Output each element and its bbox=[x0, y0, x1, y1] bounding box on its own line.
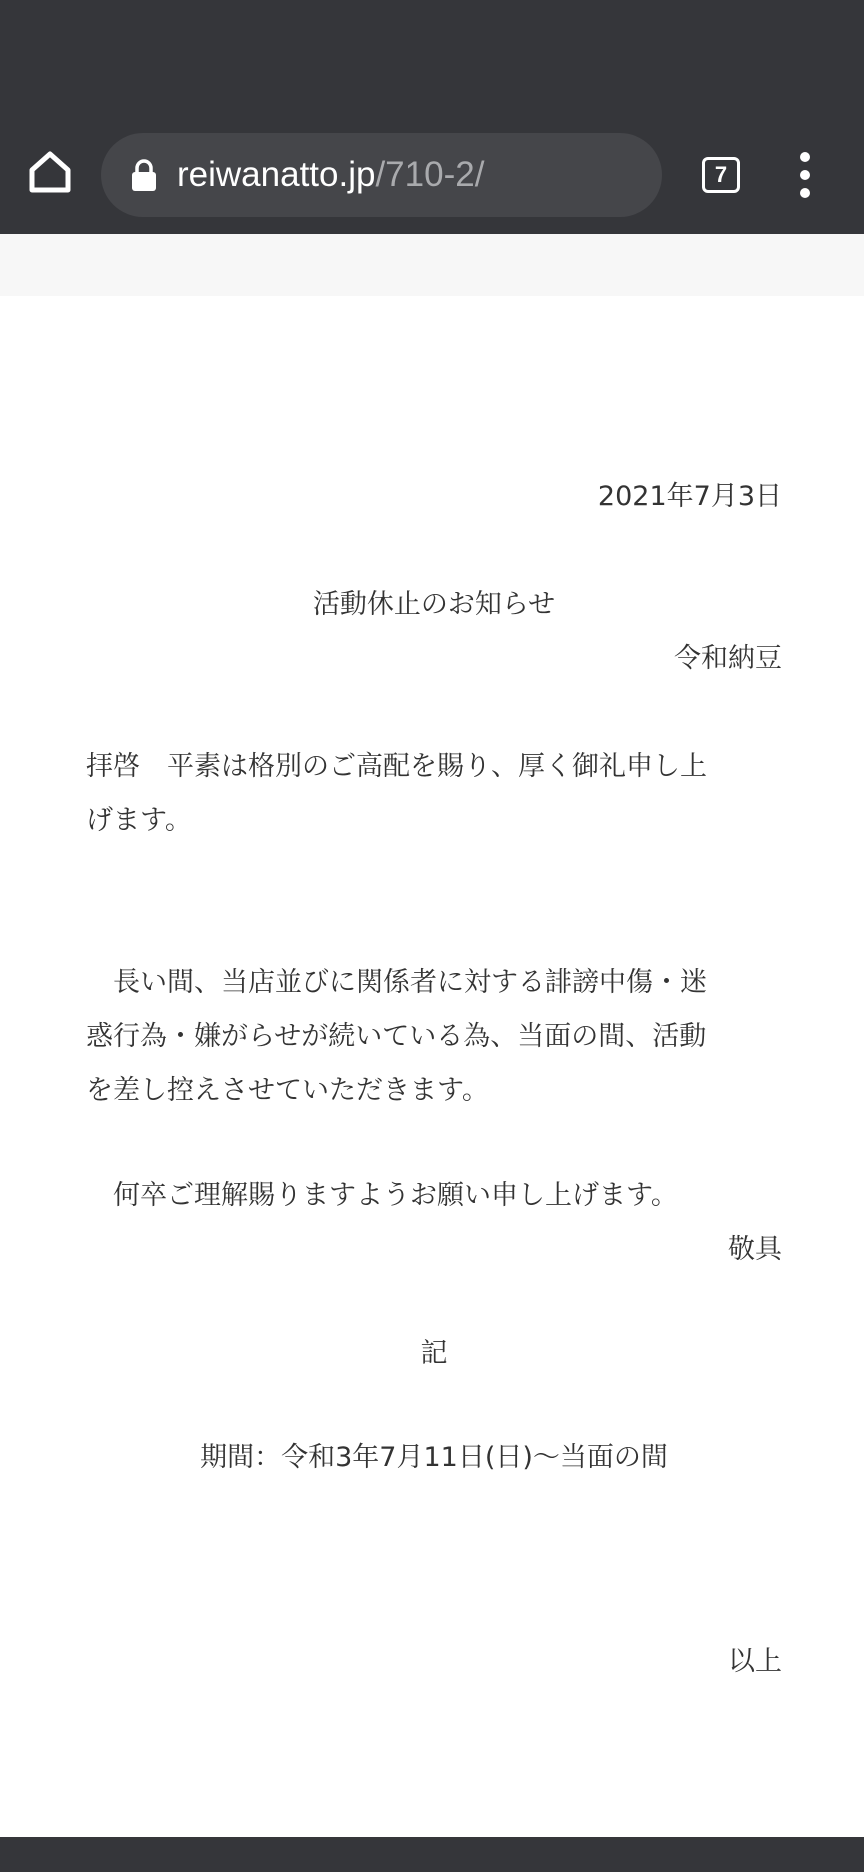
url-text[interactable] bbox=[177, 133, 484, 217]
body-line: を差し控えさせていただきます。 bbox=[86, 1075, 489, 1106]
more-vert-icon[interactable] bbox=[790, 152, 820, 198]
bottom-bar bbox=[0, 1837, 864, 1872]
body-line: 長い間、当店並びに関係者に対する誹謗中傷・迷 bbox=[113, 967, 707, 998]
period-text: 期間：令和3年7月11日(日)～当面の間 bbox=[200, 1442, 668, 1473]
browser-toolbar bbox=[0, 0, 864, 234]
notice-date: 2021年7月3日 bbox=[597, 481, 782, 512]
notice-sender: 令和納豆 bbox=[674, 643, 782, 674]
ki-heading: 記 bbox=[420, 1338, 448, 1369]
end-text: 以上 bbox=[728, 1646, 782, 1677]
body-line: 惑行為・嫌がらせが続いている為、当面の間、活動 bbox=[86, 1021, 707, 1052]
greeting-line: げます。 bbox=[86, 805, 192, 836]
request-line: 何卒ご理解賜りますようお願い申し上げます。 bbox=[113, 1180, 678, 1211]
url-host: reiwanatto.jp bbox=[177, 155, 376, 194]
closing-text: 敬具 bbox=[728, 1234, 782, 1265]
address-bar[interactable] bbox=[101, 133, 662, 217]
tabs-icon[interactable]: 7 bbox=[702, 157, 740, 193]
page-header-band bbox=[0, 234, 864, 296]
greeting-line: 拝啓 平素は格別のご高配を賜り、厚く御礼申し上 bbox=[86, 751, 707, 782]
url-path: /710-2/ bbox=[375, 155, 485, 194]
notice-article bbox=[86, 470, 782, 1689]
lock-icon bbox=[131, 159, 157, 191]
notice-title: 活動休止のお知らせ bbox=[312, 589, 556, 620]
home-icon[interactable] bbox=[26, 148, 74, 196]
